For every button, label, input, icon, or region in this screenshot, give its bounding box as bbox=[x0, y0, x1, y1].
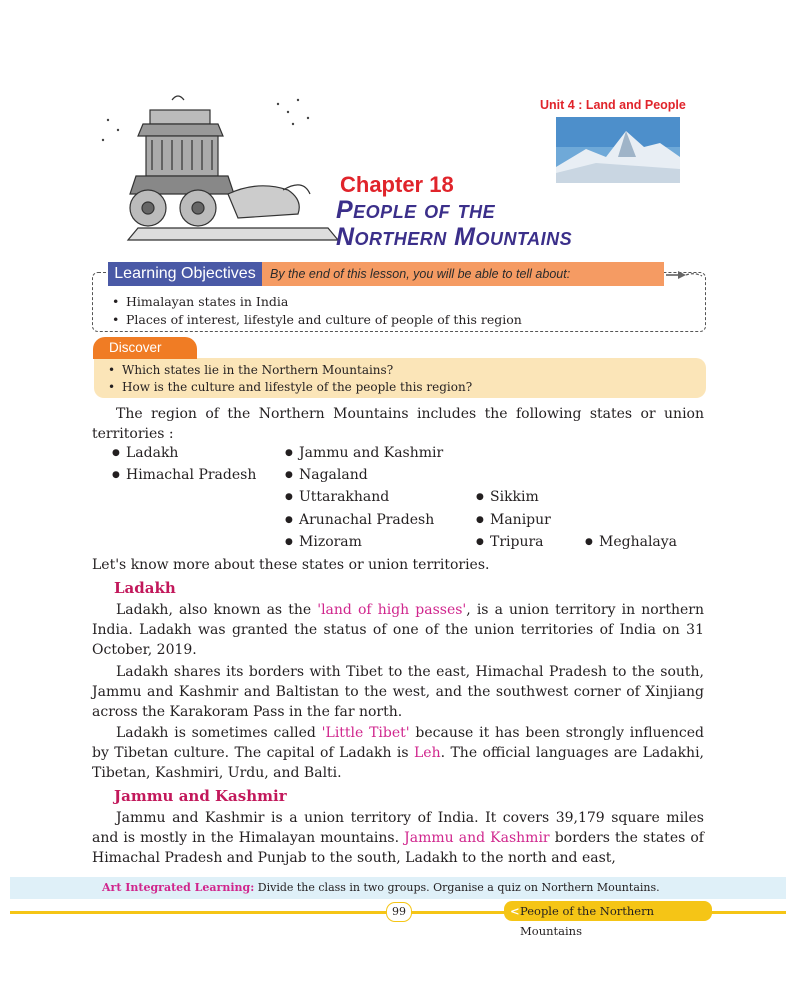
highlight: Jammu and Kashmir bbox=[404, 830, 550, 846]
discover-list bbox=[108, 362, 472, 396]
art-label: Art Integrated Learning: bbox=[102, 881, 255, 894]
mountain-photo bbox=[556, 117, 680, 183]
state-item: ● Himachal Pradesh bbox=[112, 465, 256, 485]
state-item: ● Nagaland bbox=[285, 465, 368, 485]
learning-objectives-intro: By the end of this lesson, you will be able to tell about: bbox=[262, 262, 664, 286]
list-item: • How is the culture and lifestyle of the people this region? bbox=[108, 379, 472, 396]
ladakh-paragraph-1: Ladakh, also known as the 'land of high passes', is a union territory in northern India. Ladakh was granted the status of one of the union territories of India on 31 October, 2019. bbox=[92, 602, 704, 658]
state-item: ● Sikkim bbox=[476, 487, 539, 507]
unit-label: Unit 4 : Land and People bbox=[540, 98, 686, 112]
list-item: • Places of interest, lifestyle and culture of people of this region bbox=[112, 311, 522, 329]
state-item: ● Meghalaya bbox=[585, 532, 677, 552]
list-item: • Which states lie in the Northern Mountains? bbox=[108, 362, 472, 379]
highlight: Leh bbox=[414, 745, 441, 761]
intro-paragraph: The region of the Northern Mountains includes the following states or union territories : bbox=[92, 406, 704, 442]
state-item: ● Tripura bbox=[476, 532, 544, 552]
chevron-left-icon: < bbox=[510, 904, 520, 918]
state-item: ● Jammu and Kashmir bbox=[285, 443, 443, 463]
stone-chariot-illustration bbox=[88, 90, 348, 250]
pin-icon bbox=[664, 268, 704, 282]
footer-chapter-name: < People of the Northern Mountains bbox=[504, 901, 712, 921]
ladakh-paragraph-3: Ladakh is sometimes called 'Little Tibet' because it has been strongly influenced by Tibetan culture. The capital of Ladakh is Leh. The official languages are Ladakhi, Tibetan, Kashmiri, Urdu, and Balti. bbox=[92, 725, 705, 781]
jk-paragraph-1: Jammu and Kashmir is a union territory of India. It covers 39,179 square miles and is mostly in the Himalayan mountains. Jammu and Kashmir borders the states of Himachal Pradesh and Punjab to the south, Ladakh to the north and east, bbox=[92, 810, 704, 866]
learning-objectives-label: Learning Objectives bbox=[108, 262, 262, 286]
discover-label: Discover bbox=[93, 337, 197, 359]
state-item: ● Mizoram bbox=[285, 532, 362, 552]
state-item: ● Ladakh bbox=[112, 443, 178, 463]
state-item: ● Arunachal Pradesh bbox=[285, 510, 434, 530]
page-number: 99 bbox=[386, 902, 412, 922]
highlight: 'Little Tibet' bbox=[321, 725, 410, 741]
list-item: • Himalayan states in India bbox=[112, 293, 522, 311]
state-item: ● Manipur bbox=[476, 510, 551, 530]
chapter-title bbox=[336, 197, 572, 251]
chapter-title-line2: Northern Mountains bbox=[336, 223, 573, 251]
chapter-number: Chapter 18 bbox=[340, 172, 454, 197]
highlight: 'land of high passes' bbox=[317, 602, 467, 618]
ladakh-heading: Ladakh bbox=[114, 579, 176, 597]
jk-heading: Jammu and Kashmir bbox=[114, 787, 287, 805]
chapter-title-line1: People of the bbox=[336, 196, 496, 224]
art-integrated-learning: Art Integrated Learning: Divide the class in two groups. Organise a quiz on Northern Mountains. bbox=[10, 877, 786, 899]
ladakh-paragraph-2: Ladakh shares its borders with Tibet to the east, Himachal Pradesh to the south, Jammu and Kashmir and Baltistan to the west, and the southwest corner of Xinjiang across the Karakoram Pass in the far north. bbox=[92, 664, 704, 720]
state-item: ● Uttarakhand bbox=[285, 487, 389, 507]
learning-objectives-list bbox=[112, 293, 522, 329]
lead-line: Let's know more about these states or union territories. bbox=[92, 557, 490, 573]
